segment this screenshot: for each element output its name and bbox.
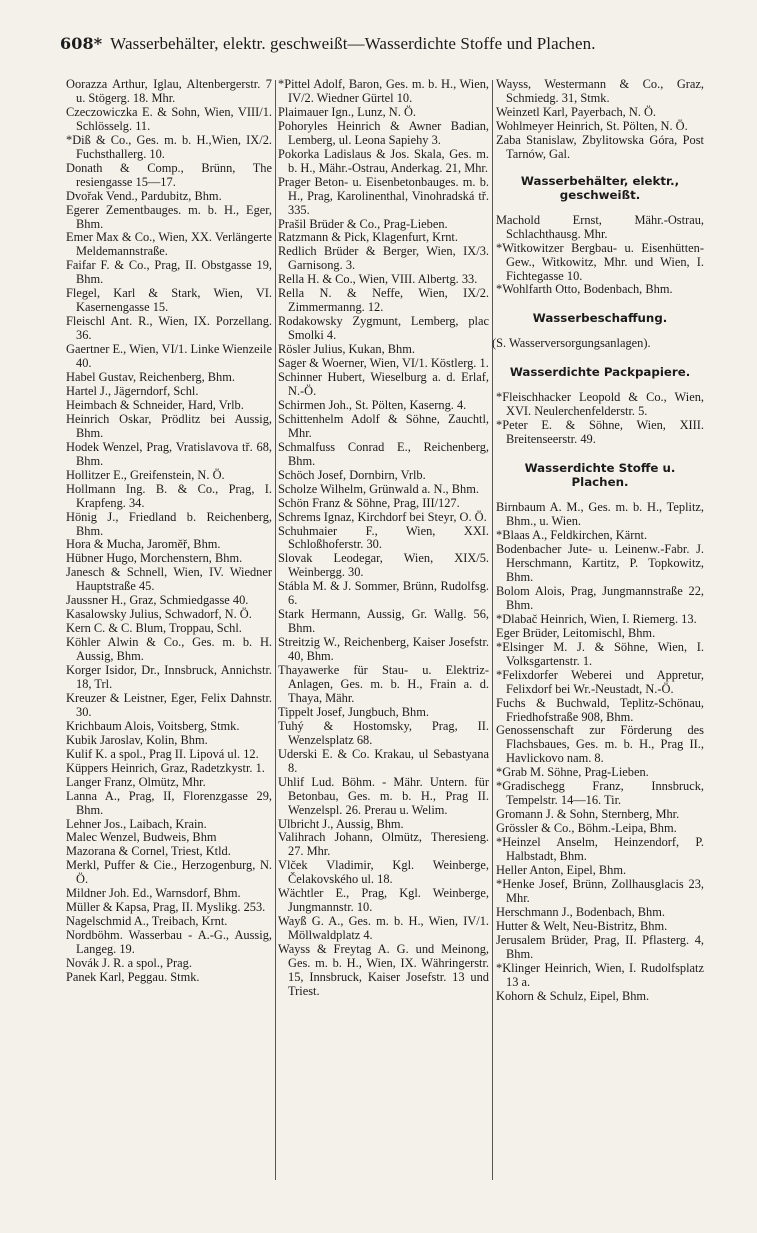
directory-entry: Czeczowiczka E. & Sohn, Wien, VIII/1. Schlösselg. 11. [66, 104, 272, 133]
directory-entry: Bodenbacher Jute- u. Leinenw.-Fabr. J. Herschmann, Kartitz, P. Topkowitz, Bhm. [496, 542, 704, 584]
directory-entry: Herschmann J., Bodenbach, Bhm. [496, 904, 665, 919]
directory-entry: Gaertner E., Wien, VI/1. Linke Wienzeile 40. [66, 342, 272, 371]
directory-entry: Novák J. R. a spol., Prag. [66, 956, 192, 971]
section-list [496, 501, 704, 1003]
directory-entry: Weinzetl Karl, Payerbach, N. Ö. [496, 104, 657, 119]
directory-entry: Hodek Wenzel, Prag, Vratislavova tř. 68, Bhm. [66, 439, 272, 468]
directory-entry: Sager & Woerner, Wien, VI/1. Köstlerg. 1. [278, 356, 489, 371]
directory-entry: Jerusalem Brüder, Prag, II. Pflasterg. 4, Bhm. [496, 932, 704, 961]
directory-entry: Janesch & Schnell, Wien, IV. Wiedner Hauptstraße 45. [66, 565, 272, 594]
directory-entry: Ratzmann & Pick, Klagenfurt, Krnt. [278, 230, 458, 245]
directory-entry: Nordböhm. Wasserbau - A.-G., Aussig, Langeg. 19. [66, 928, 272, 957]
directory-entry: Hollmann Ing. B. & Co., Prag, I. Krapfeng. 34. [66, 481, 272, 510]
directory-entry: Thayawerke für Stau- u. Elektriz-Anlagen, Ges. m. b. H., Frain a. d. Thaya, Mähr. [278, 663, 489, 705]
directory-entry: Flegel, Karl & Stark, Wien, VI. Kasernengasse 15. [66, 286, 272, 315]
directory-entry: Egerer Zementbauges. m. b. H., Eger, Bhm. [66, 202, 272, 231]
directory-entry: *Dlabač Heinrich, Wien, I. Riemerg. 13. [496, 611, 697, 626]
directory-entry: Schinner Hubert, Wieselburg a. d. Erlaf, N.-Ö. [278, 370, 489, 398]
directory-entry: Rella N. & Neffe, Wien, IX/2. Zimmermanng. 12. [278, 286, 489, 315]
section-list [496, 78, 704, 162]
directory-entry: *Diß & Co., Ges. m. b. H.,Wien, IX/2. Fuchsthallerg. 10. [66, 132, 272, 161]
directory-entry: Vlček Vladimir, Kgl. Weinberge, Čelakovského ul. 18. [278, 858, 489, 887]
directory-entry: Köhler Alwin & Co., Ges. m. b. H. Aussig, Bhm. [66, 635, 272, 664]
directory-entry: Korger Isidor, Dr., Innsbruck, Annichstr. 18, Trl. [66, 663, 272, 691]
directory-entry: Kreuzer & Leistner, Eger, Felix Dahnstr. 30. [66, 690, 272, 719]
directory-entry: Schuhmaier F., Wien, XXI. Schloßhoferstr. 30. [278, 523, 489, 552]
directory-entry: Bolom Alois, Prag, Jungmannstraße 22, Bhm. [496, 583, 704, 612]
directory-entry: Tippelt Josef, Jungbuch, Bhm. [278, 704, 429, 719]
directory-entry: *Wohlfarth Otto, Bodenbach, Bhm. [496, 282, 673, 297]
directory-entry: Rodakowsky Zygmunt, Lemberg, plac Smolki 4. [278, 314, 489, 343]
directory-entry: Langer Franz, Olmütz, Mhr. [66, 774, 206, 789]
directory-entry: *Gradischegg Franz, Innsbruck, Tempelstr. 14—16. Tir. [496, 779, 704, 808]
directory-entry: Schön Franz & Söhne, Prag, III/127. [278, 495, 460, 510]
directory-entry: Jaussner H., Graz, Schmiedgasse 40. [66, 593, 249, 608]
directory-entry: *Felixdorfer Weberei und Appretur, Felixdorf bei Wr.-Neustadt, N.-Ö. [496, 667, 704, 696]
directory-entry: Malec Wenzel, Budweis, Bhm [66, 830, 217, 845]
directory-entry: Schirmen Joh., St. Pölten, Kaserng. 4. [278, 397, 467, 412]
directory-entry: Wächtler E., Prag, Kgl. Weinberge, Jungmannstr. 10. [278, 886, 489, 915]
directory-entry: Grössler & Co., Böhm.-Leipa, Bhm. [496, 821, 677, 836]
directory-entry: Uderski E. & Co. Krakau, ul Sebastyana 8. [278, 746, 489, 775]
directory-entry: *Klinger Heinrich, Wien, I. Rudolfsplatz 13 a. [496, 960, 704, 989]
directory-entry: Kubik Jaroslav, Kolin, Bhm. [66, 732, 208, 747]
directory-entry: Prager Beton- u. Eisenbetonbauges. m. b. H., Prag, Karolinenthal, Vinohradská tř. 335. [278, 174, 489, 217]
directory-entry: Hönig J., Friedland b. Reichenberg, Bhm. [66, 509, 272, 538]
directory-entry: Hutter & Welt, Neu-Bistritz, Bhm. [496, 918, 668, 933]
directory-entry: Panek Karl, Peggau. Stmk. [66, 970, 200, 984]
directory-entry: Zaba Stanislaw, Zbylitowska Góra, Post Tarnów, Gal. [496, 132, 704, 161]
directory-entry: Fuchs & Buchwald, Teplitz-Schönau, Friedhofstraße 908, Bhm. [496, 695, 704, 724]
directory-entry: Birnbaum A. M., Ges. m. b. H., Teplitz, Bhm., u. Wien. [496, 500, 704, 529]
directory-entry: Kohorn & Schulz, Eipel, Bhm. [496, 988, 650, 1003]
directory-entry: Genossenschaft zur Förderung des Flachsbaues, Ges. m. b. H., Prag II., Havlickovo nam. 8. [496, 723, 704, 766]
section-heading: Wasserbehälter, elektr., geschweißt. [520, 173, 680, 202]
section-heading: Wasserbeschaffung. [532, 311, 668, 326]
directory-entry: Heller Anton, Eipel, Bhm. [496, 862, 627, 877]
column-divider [275, 80, 276, 1180]
directory-entry: Slovak Leodegar, Wien, XIX/5. Weinbergg. 30. [278, 551, 489, 580]
directory-entry: Schmalfuss Conrad E., Reichenberg, Bhm. [278, 439, 489, 468]
directory-entry: Hora & Mucha, Jaroměř, Bhm. [66, 537, 221, 552]
directory-entry: Dvořak Vend., Pardubitz, Bhm. [66, 188, 222, 203]
page-header [60, 34, 710, 54]
directory-entry: Heinrich Oskar, Prödlitz bei Aussig, Bhm. [66, 411, 272, 440]
directory-entry: Pokorka Ladislaus & Jos. Skala, Ges. m. b. H., Mähr.-Ostrau, Anderkag. 21, Mhr. [278, 146, 489, 175]
directory-entry: Nagelschmid A., Treibach, Krnt. [66, 914, 228, 929]
directory-entry: Hübner Hugo, Morchenstern, Bhm. [66, 551, 243, 566]
directory-entry: Eger Brüder, Leitomischl, Bhm. [496, 625, 656, 640]
directory-entry: *Pittel Adolf, Baron, Ges. m. b. H., Wien, IV/2. Wiedner Gürtel 10. [278, 77, 489, 105]
directory-entry: *Heinzel Anselm, Heinzendorf, P. Halbstadt, Bhm. [496, 835, 704, 864]
directory-entry: Scholze Wilhelm, Grünwald a. N., Bhm. [278, 481, 479, 496]
directory-entry: Plaimauer Ign., Lunz, N. Ö. [278, 104, 416, 119]
cross-reference-note: (S. Wasserversorgungsanlagen). [492, 336, 651, 351]
column-2 [278, 78, 489, 999]
directory-entry: *Henke Josef, Brünn, Zollhausglacis 23, Mhr. [496, 876, 704, 905]
directory-entry: Machold Ernst, Mähr.-Ostrau, Schlachthausg. Mhr. [496, 212, 704, 241]
directory-entry: Prašil Brüder & Co., Prag-Lieben. [278, 216, 448, 231]
directory-entry: Heimbach & Schneider, Hard, Vrlb. [66, 397, 244, 412]
directory-entry: Habel Gustav, Reichenberg, Bhm. [66, 370, 235, 385]
directory-entry: Kulif K. a spol., Prag II. Lipová ul. 12. [66, 746, 259, 761]
directory-entry: Emer Max & Co., Wien, XX. Verlängerte Meldemannstraße. [66, 230, 272, 259]
section-heading: Wasserdichte Stoffe u. Plachen. [524, 461, 676, 490]
directory-entry: Krichbaum Alois, Voitsberg, Stmk. [66, 718, 240, 733]
section-list [496, 214, 704, 298]
section-list [496, 391, 704, 447]
directory-entry: Lanna A., Prag, II, Florenzgasse 29, Bhm. [66, 788, 272, 817]
directory-entry: Ulbricht J., Aussig, Bhm. [278, 816, 404, 831]
section-heading: Wasserdichte Packpapiere. [509, 365, 691, 380]
column-3 [492, 77, 704, 1004]
directory-entry: Hartel J., Jägerndorf, Schl. [66, 383, 199, 398]
directory-entry: Tuhý & Hostomsky, Prag, II. Wenzelsplatz 68. [278, 718, 489, 747]
directory-entry: Kern C. & C. Blum, Troppau, Schl. [66, 621, 242, 636]
directory-entry: Valihrach Johann, Olmütz, Theresieng. 27. Mhr. [278, 830, 489, 859]
directory-entry: Gromann J. & Sohn, Sternberg, Mhr. [496, 807, 680, 822]
directory-entry: Fleischl Ant. R., Wien, IX. Porzellang. 36. [66, 314, 272, 343]
directory-entry: Rösler Julius, Kukan, Bhm. [278, 342, 415, 357]
directory-entry: Wayss, Westermann & Co., Graz, Schmiedg. 31, Stmk. [496, 77, 704, 105]
directory-entry: *Witkowitzer Bergbau- u. Eisenhütten-Gew., Witkowitz, Mhr. und Wien, I. Fichtegasse 10. [496, 240, 704, 283]
column-divider [492, 80, 493, 1180]
directory-entry: Schrems Ignaz, Kirchdorf bei Steyr, O. Ö. [278, 509, 487, 524]
directory-entry: Küppers Heinrich, Graz, Radetzkystr. 1. [66, 760, 265, 775]
directory-entry: Pohoryles Heinrich & Awner Badian, Lemberg, ul. Leona Sapiehy 3. [278, 118, 489, 147]
page-number: 608* [60, 34, 103, 53]
column-1 [66, 78, 272, 985]
directory-entry: Faifar F. & Co., Prag, II. Obstgasse 19, Bhm. [66, 258, 272, 287]
directory-entry: Kasalowsky Julius, Schwadorf, N. Ö. [66, 607, 252, 622]
directory-entry: Mazorana & Cornel, Triest, Ktld. [66, 844, 231, 859]
directory-entry: Hollitzer E., Greifenstein, N. Ö. [66, 467, 225, 482]
directory-entry: Müller & Kapsa, Prag, II. Myslikg. 253. [66, 900, 266, 915]
directory-entry: Wohlmeyer Heinrich, St. Pölten, N. Ö. [496, 118, 688, 133]
directory-entry: Schittenhelm Adolf & Söhne, Zauchtl, Mhr. [278, 411, 489, 440]
directory-entry: Mildner Joh. Ed., Warnsdorf, Bhm. [66, 886, 241, 901]
directory-entry: Lehner Jos., Laibach, Krain. [66, 816, 207, 831]
directory-entry: *Grab M. Söhne, Prag-Lieben. [496, 765, 649, 780]
directory-entry: Merkl, Puffer & Cie., Herzogenburg, N. Ö. [66, 858, 272, 887]
directory-entry: *Peter E. & Söhne, Wien, XIII. Breitenseerstr. 49. [496, 418, 704, 447]
directory-entry: *Fleischhacker Leopold & Co., Wien, XVI. Neulerchenfelderstr. 5. [496, 390, 704, 419]
directory-entry: *Elsinger M. J. & Söhne, Wien, I. Volksgartenstr. 1. [496, 639, 704, 668]
directory-entry: Wayss & Freytag A. G. und Meinong, Ges. m. b. H., Wien, IX. Währingerstr. 15, Innsbruck, Kaiser Josefstr. 13 und Triest. [278, 942, 489, 998]
directory-entry: Redlich Brüder & Berger, Wien, IX/3. Garnisong. 3. [278, 244, 489, 273]
directory-entry: Rella H. & Co., Wien, VIII. Albertg. 33. [278, 272, 478, 287]
directory-entry: Stark Hermann, Aussig, Gr. Wallg. 56, Bhm. [278, 607, 489, 636]
directory-entry: Stábla M. & J. Sommer, Brünn, Rudolfsg. 6. [278, 579, 489, 608]
directory-entry: Donath & Comp., Brünn, The resiengasse 15—17. [66, 160, 272, 189]
directory-entry: Uhlif Lud. Böhm. - Mähr. Untern. für Betonbau, Ges. m. b. H., Prag II. Wenzelspl. 26. Prerau u. Welim. [278, 774, 489, 817]
page-title: Wasserbehälter, elektr. geschweißt—Wasserdichte Stoffe und Plachen. [110, 34, 596, 53]
directory-entry: Schöch Josef, Dornbirn, Vrlb. [278, 467, 426, 482]
directory-entry: Oorazza Arthur, Iglau, Altenbergerstr. 7 u. Stögerg. 18. Mhr. [66, 77, 272, 105]
directory-entry: Wayß G. A., Ges. m. b. H., Wien, IV/1. Möllwaldplatz 4. [278, 914, 489, 943]
directory-entry: *Blaas A., Feldkirchen, Kärnt. [496, 528, 648, 543]
directory-entry: Streitzig W., Reichenberg, Kaiser Josefstr. 40, Bhm. [278, 635, 489, 664]
